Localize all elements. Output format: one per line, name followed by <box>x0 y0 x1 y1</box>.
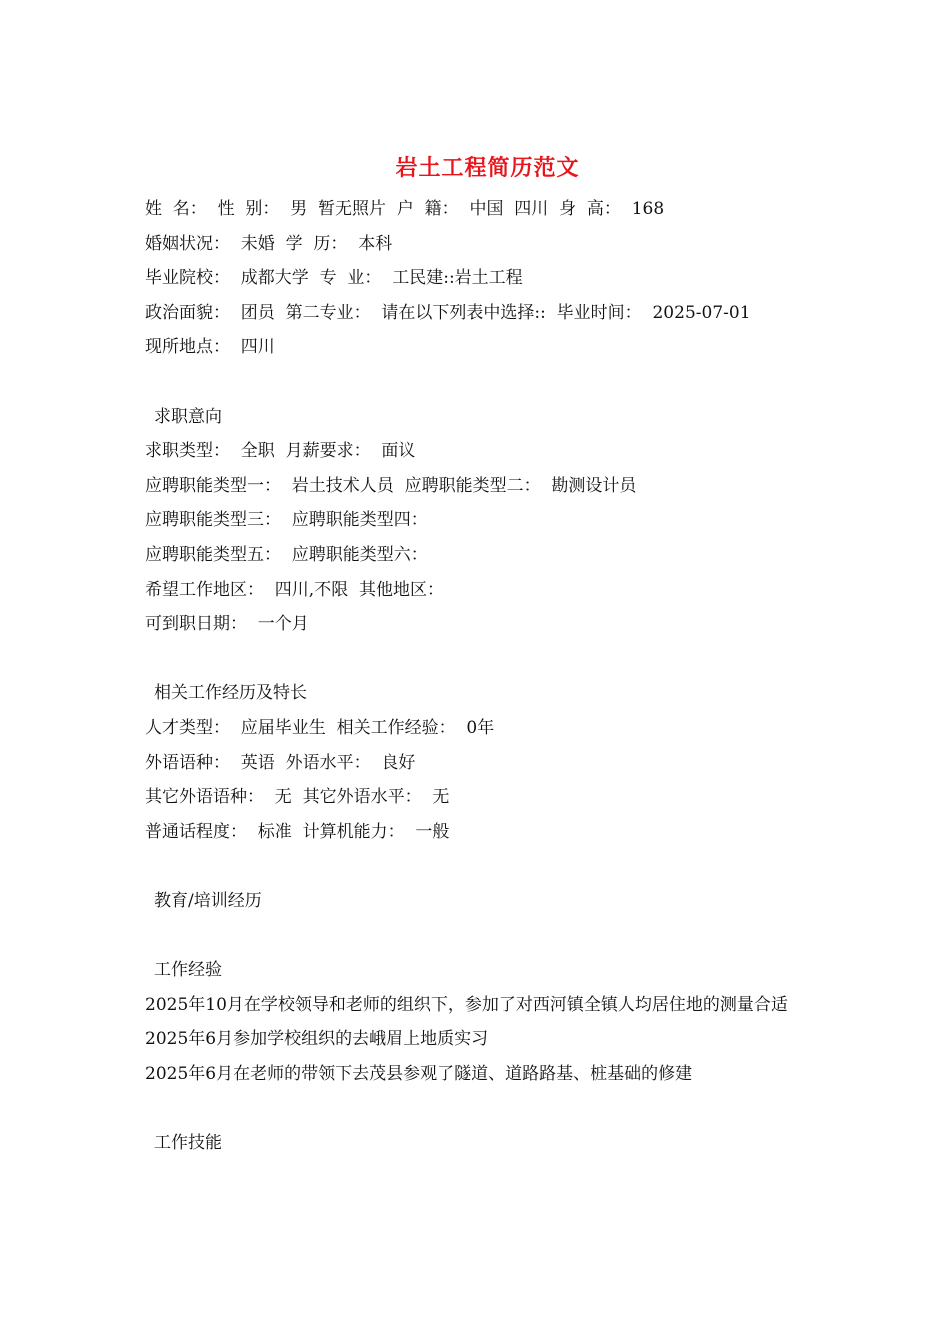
intent-line: 应聘职能类型一： 岩土技术人员 应聘职能类型二： 勘测设计员 <box>145 475 637 496</box>
intent-line: 希望工作地区： 四川,不限 其他地区： <box>145 579 445 600</box>
experience-line: 普通话程度： 标准 计算机能力： 一般 <box>145 821 450 842</box>
basic-line-location: 现所地点： 四川 <box>145 337 275 358</box>
spacer <box>145 642 830 677</box>
basic-line-marital: 婚姻状况： 未婚 学 历： 本科 <box>145 233 393 254</box>
basic-line-name-gender: 姓 名： 性 别： 男 暂无照片 户 籍： 中国 四川 身 高： 168 <box>145 199 665 219</box>
spacer <box>145 1091 830 1126</box>
intent-line: 可到职日期： 一个月 <box>145 614 309 635</box>
work-line: 2025年6月在老师的带领下去茂县参观了隧道、道路路基、桩基础的修建 <box>145 1063 693 1084</box>
basic-line-school: 毕业院校： 成都大学 专 业： 工民建::岩土工程 <box>145 268 523 289</box>
work-line: 2025年6月参加学校组织的去峨眉上地质实习 <box>145 1029 489 1050</box>
section-heading-skills: 工作技能 <box>154 1133 222 1154</box>
spacer <box>145 849 830 884</box>
section-heading-work: 工作经验 <box>154 960 222 981</box>
basic-line-political: 政治面貌： 团员 第二专业： 请在以下列表中选择:: 毕业时间： 2025-07-01 <box>145 302 751 323</box>
experience-line: 人才类型： 应届毕业生 相关工作经验： 0年 <box>145 717 495 738</box>
experience-line: 外语语种： 英语 外语水平： 良好 <box>145 752 416 773</box>
spacer <box>145 365 830 400</box>
experience-line: 其它外语语种： 无 其它外语水平： 无 <box>145 787 450 808</box>
intent-line: 应聘职能类型三： 应聘职能类型四： <box>145 510 428 531</box>
work-line: 2025年10月在学校领导和老师的组织下，参加了对西河镇全镇人均居住地的测量合适 <box>145 994 788 1015</box>
section-heading-education: 教育/培训经历 <box>154 890 262 911</box>
spacer <box>145 918 830 953</box>
document-title: 岩土工程简历范文 <box>395 155 580 181</box>
intent-line: 应聘职能类型五： 应聘职能类型六： <box>145 544 428 565</box>
section-heading-intent: 求职意向 <box>154 406 222 427</box>
section-heading-experience: 相关工作经历及特长 <box>154 683 307 704</box>
intent-line: 求职类型： 全职 月薪要求： 面议 <box>145 441 416 462</box>
